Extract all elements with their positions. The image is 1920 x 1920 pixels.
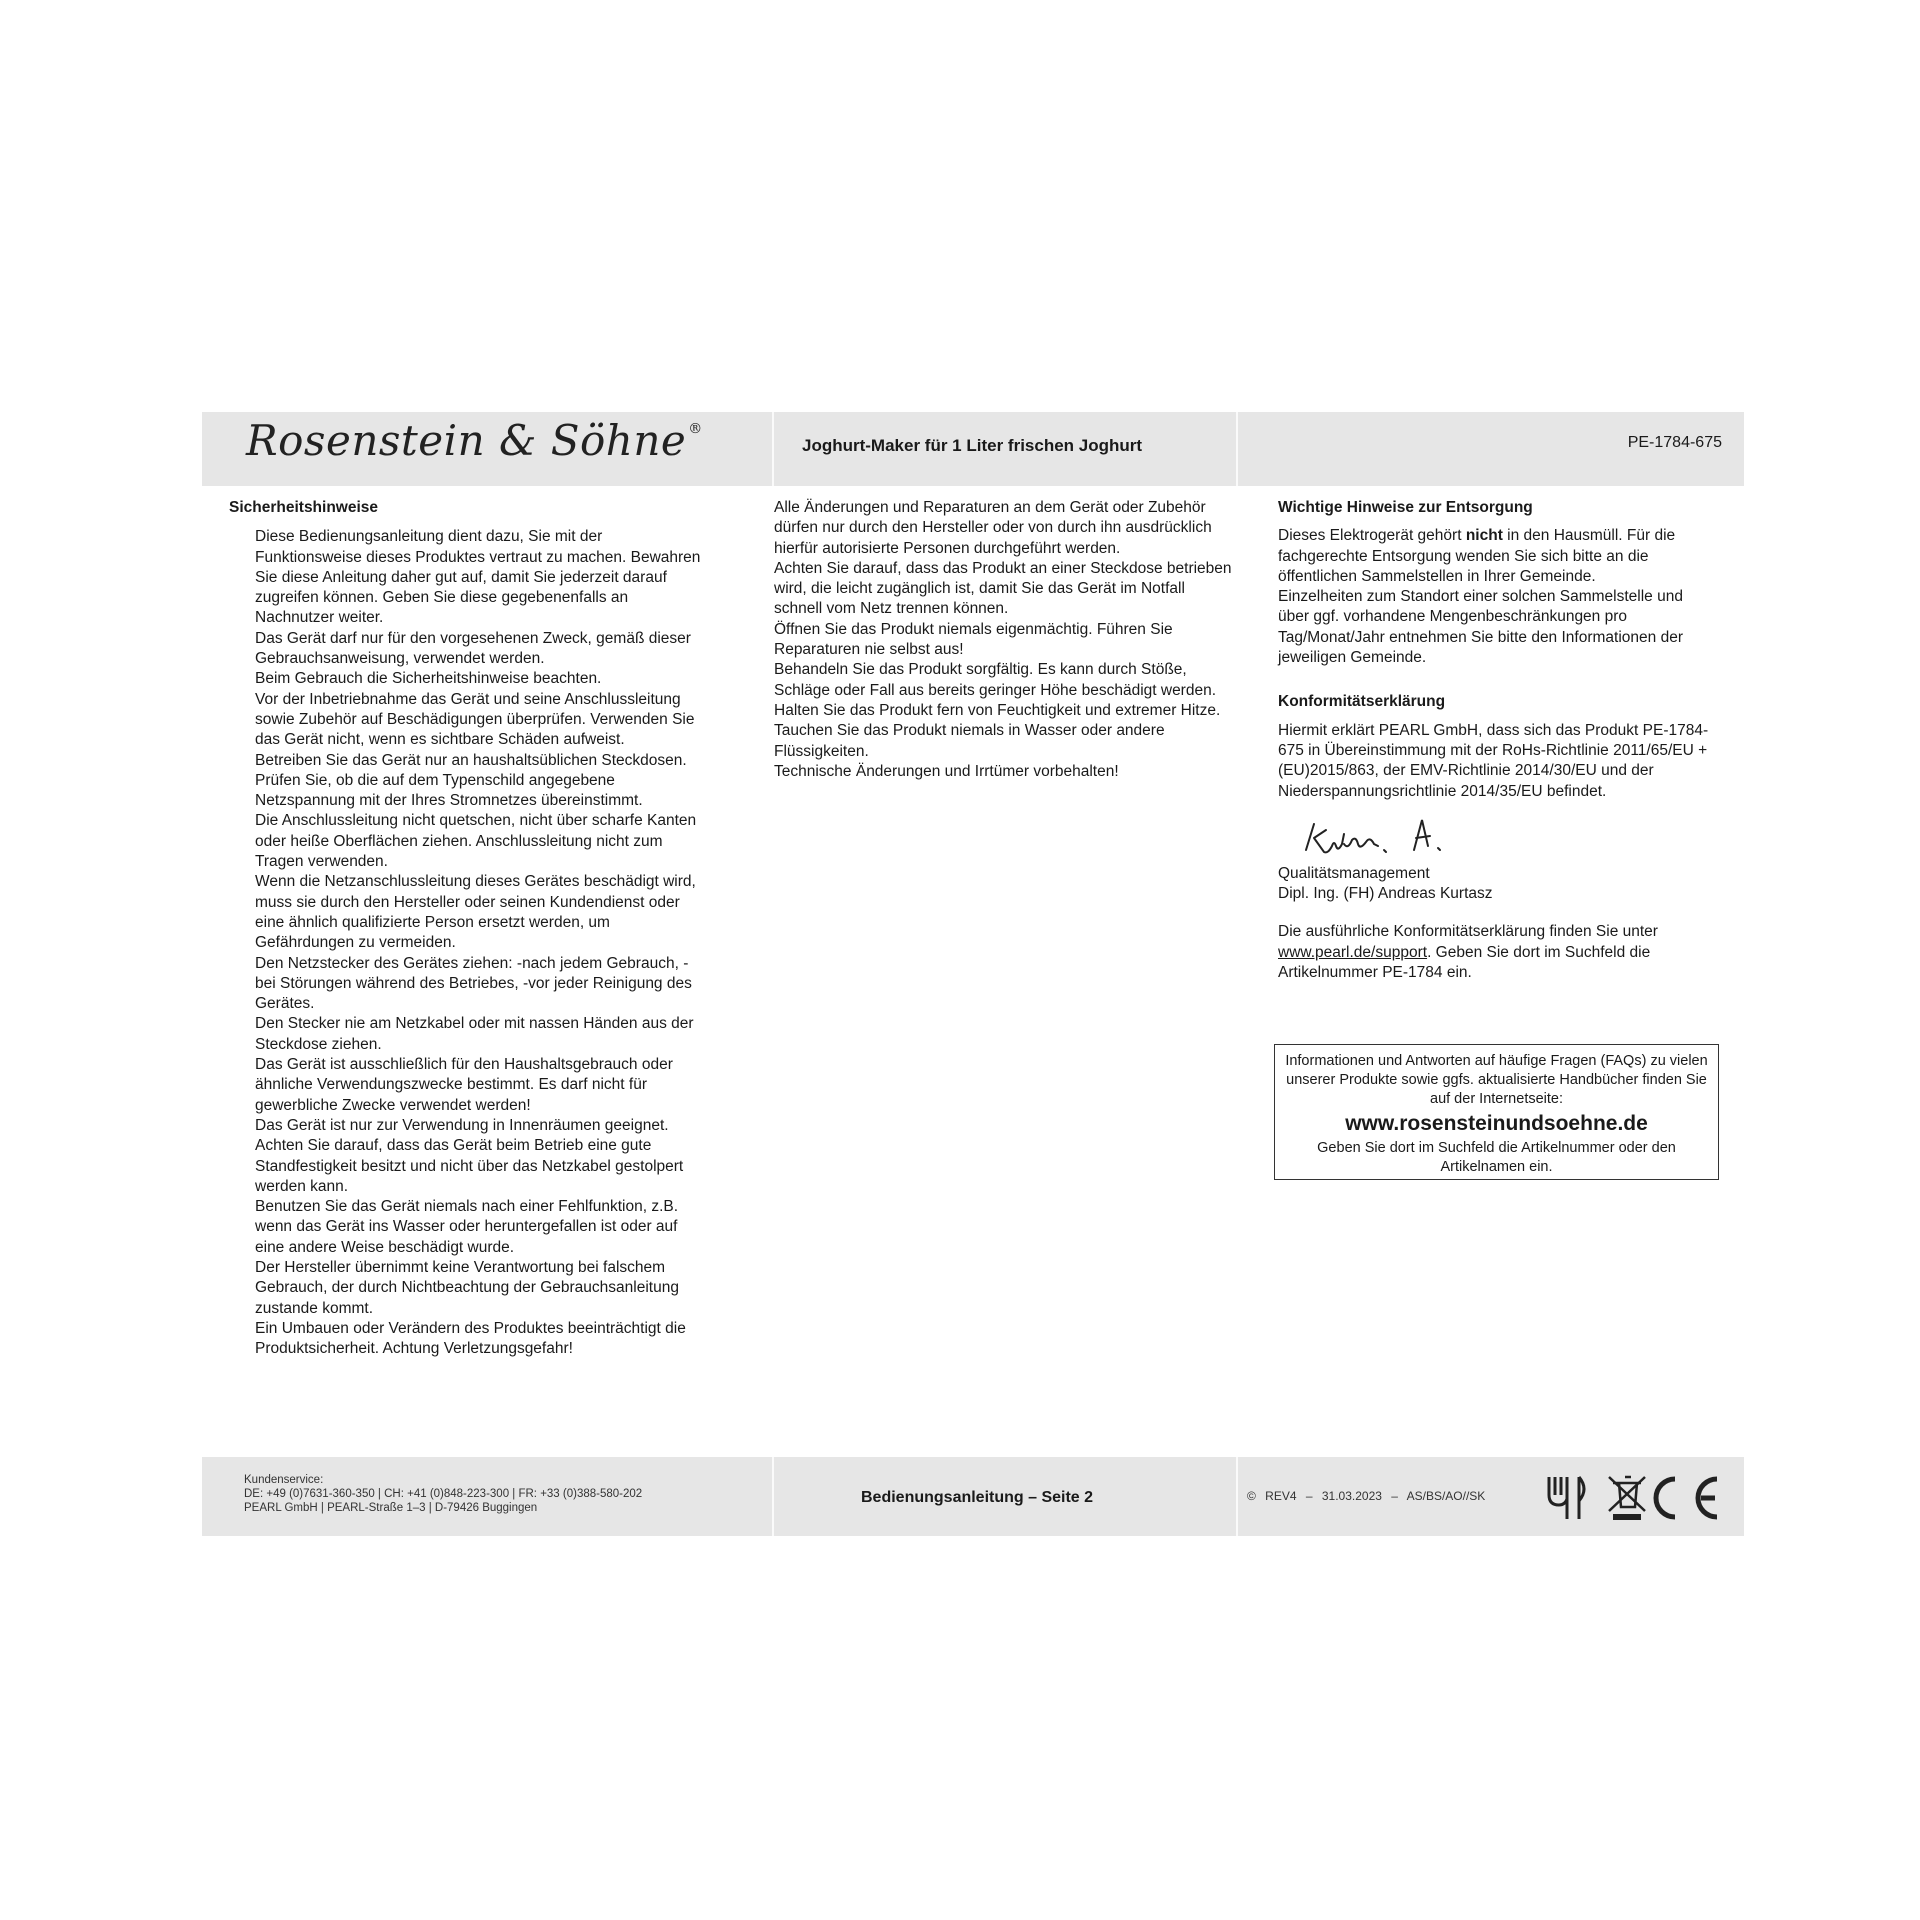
registered-mark: ® xyxy=(688,421,703,437)
manual-page xyxy=(202,412,1744,1536)
weee-bin-icon xyxy=(1609,1477,1645,1520)
paragraph: Achten Sie darauf, dass das Produkt an einer Steckdose betrieben wird, die leicht zugänglich ist, damit Sie das Gerät im Notfall schnell vom Netz trennen können. xyxy=(774,559,1232,618)
revision-info: © REV4 – 31.03.2023 – AS/BS/AO//SK xyxy=(1247,1489,1486,1503)
service-address: PEARL GmbH | PEARL-Straße 1–3 | D-79426 Buggingen xyxy=(244,1502,538,1514)
header-band xyxy=(202,412,1744,486)
paragraph: Alle Änderungen und Reparaturen an dem Gerät oder Zubehör dürfen nur durch den Hersteller oder von durch ihn ausdrücklich hierfür autorisierte Personen durchgeführt werden. xyxy=(774,499,1212,557)
paragraph: Behandeln Sie das Produkt sorgfältig. Es kann durch Stöße, Schläge oder Fall aus bereits geringer Höhe beschädigt werden. xyxy=(774,661,1217,699)
signatory-name: Dipl. Ing. (FH) Andreas Kurtasz xyxy=(1278,885,1493,903)
footer-divider xyxy=(772,1457,774,1536)
website-link[interactable]: www.rosensteinundsoehne.de xyxy=(1345,1112,1648,1135)
disposal-text: Dieses Elektrogerät gehört nicht in den Hausmüll. Für die fachgerechte Entsorgung wenden Sie sich bitte an die öffentlichen Sammelstellen in Ihrer Gemeinde. xyxy=(1278,527,1676,585)
list-item: Den Netzstecker des Gerätes ziehen: -nach jedem Gebrauch, -bei Störungen während des Betriebes, -vor jeder Reinigung des Gerätes. xyxy=(255,954,692,1013)
conformity-more-info: Die ausführliche Konformitätserklärung finden Sie unter www.pearl.de/support. Geben Sie dort im Suchfeld die Artikelnummer PE-1784 ein. xyxy=(1278,923,1658,982)
service-label: Kundenservice: xyxy=(244,1474,324,1486)
product-code: PE-1784-675 xyxy=(1627,434,1722,451)
paragraph: Öffnen Sie das Produkt niemals eigenmächtig. Führen Sie Reparaturen nie selbst aus! xyxy=(774,620,1173,659)
list-item: Diese Bedienungsanleitung dient dazu, Sie mit der Funktionsweise dieses Produktes vertraut zu machen. Bewahren Sie diese Anleitung daher gut auf, damit Sie jederzeit darauf zugreifen können. Geben Sie diese gegebenenfalls an Nachnutzer weiter. xyxy=(255,528,701,627)
page-label: Bedienungsanleitung – Seite 2 xyxy=(861,1489,1094,1506)
paragraph: Tauchen Sie das Produkt niemals in Wasser oder andere Flüssigkeiten. xyxy=(774,722,1165,760)
conformity-text: Hiermit erklärt PEARL GmbH, dass sich das Produkt PE-1784-675 in Übereinstimmung mit der RoHs-Richtlinie 2011/65/EU + (EU)2015/863, der EMV-Richtlinie 2014/30/EU und der Niederspannungsrichtlinie 2014/35/EU befindet. xyxy=(1278,721,1709,800)
certification-icons xyxy=(1545,1471,1725,1525)
list-item: Den Stecker nie am Netzkabel oder mit nassen Händen aus der Steckdose ziehen. xyxy=(255,1015,694,1053)
footer-band xyxy=(202,1457,1744,1536)
paragraph: Halten Sie das Produkt fern von Feuchtigkeit und extremer Hitze. xyxy=(774,701,1221,719)
list-item: Achten Sie darauf, dass das Gerät beim Betrieb eine gute Standfestigkeit besitzt und nicht über das Netzkabel gestolpert werden kann. xyxy=(255,1137,684,1195)
conformity-heading: Konformitätserklärung xyxy=(1278,693,1446,711)
disposal-conformity-section xyxy=(1278,498,1718,983)
info-text-search: Geben Sie dort im Suchfeld die Artikelnummer oder den Artikelnamen ein. xyxy=(1317,1140,1676,1175)
service-phones: DE: +49 (0)7631-360-350 | CH: +41 (0)848-223-300 | FR: +33 (0)388-580-202 xyxy=(244,1488,643,1500)
paragraph: Technische Änderungen und Irrtümer vorbehalten! xyxy=(774,762,1119,780)
list-item: Die Anschlussleitung nicht quetschen, nicht über scharfe Kanten oder heiße Oberflächen ziehen. Anschlussleitung nicht zum Tragen verwenden. xyxy=(255,812,697,871)
list-item: Das Gerät ist nur zur Verwendung in Innenräumen geeignet. xyxy=(255,1116,669,1134)
signatory-role: Qualitätsmanagement xyxy=(1278,864,1430,882)
faq-info-box xyxy=(1274,1044,1719,1180)
page-title: Joghurt-Maker für 1 Liter frischen Joghurt xyxy=(802,436,1143,455)
list-item: Beim Gebrauch die Sicherheitshinweise beachten. xyxy=(255,670,602,688)
food-safe-icon xyxy=(1549,1477,1584,1519)
list-item: Benutzen Sie das Gerät niemals nach einer Fehlfunktion, z.B. wenn das Gerät ins Wasser oder heruntergefallen ist oder auf eine andere Weise beschädigt wurde. xyxy=(255,1198,679,1256)
list-item: Vor der Inbetriebnahme das Gerät und seine Anschlussleitung sowie Zubehör auf Beschädigungen überprüfen. Verwenden Sie das Gerät nicht, wenn es sichtbare Schäden aufweist. xyxy=(255,690,695,749)
list-item: Das Gerät ist ausschließlich für den Haushaltsgebrauch oder ähnliche Verwendungszwecke bestimmt. Es darf nicht für gewerbliche Zwecke verwendet werden! xyxy=(255,1056,673,1114)
safety-list xyxy=(229,527,709,1359)
signature xyxy=(1298,810,1718,864)
list-item: Ein Umbauen oder Verändern des Produktes beeinträchtigt die Produktsicherheit. Achtung Verletzungsgefahr! xyxy=(255,1319,686,1358)
list-item: Wenn die Netzanschlussleitung dieses Gerätes beschädigt wird, muss sie durch den Hersteller oder seinen Kundendienst oder eine ähnlich qualifizierte Person ersetzt werden, um Gefährdungen zu vermeiden. xyxy=(255,873,696,952)
list-item: Betreiben Sie das Gerät nur an haushaltsüblichen Steckdosen. Prüfen Sie, ob die auf dem Typenschild angegebene Netzspannung mit der Ihres Stromnetzes übereinstimmt. xyxy=(255,751,687,810)
safety-heading: Sicherheitshinweise xyxy=(229,499,379,516)
disposal-heading: Wichtige Hinweise zur Entsorgung xyxy=(1278,499,1533,516)
brand-logo: Rosenstein & Söhne ® xyxy=(246,416,703,465)
signature-drawing xyxy=(1298,810,1498,864)
safety-continued xyxy=(774,498,1234,782)
disposal-text-details: Einzelheiten zum Standort einer solchen Sammelstelle und über ggf. vorhandene Mengenbeschränkungen pro Tag/Monat/Jahr entnehmen Sie bitte den Informationen der jeweiligen Gemeinde. xyxy=(1278,588,1683,667)
footer-divider xyxy=(1236,1457,1238,1536)
info-text: Informationen und Antworten auf häufige Fragen (FAQs) zu vielen unserer Produkte sowie ggfs. aktualisierte Handbücher finden Sie auf der Internetseite: xyxy=(1285,1053,1708,1107)
header-divider xyxy=(1236,412,1238,486)
customer-service xyxy=(244,1473,642,1515)
list-item: Das Gerät darf nur für den vorgesehenen Zweck, gemäß dieser Gebrauchsanweisung, verwendet werden. xyxy=(255,629,691,668)
pearl-support-link[interactable]: www.pearl.de/support xyxy=(1278,943,1428,961)
ce-mark-icon xyxy=(1656,1479,1717,1517)
safety-section xyxy=(229,498,709,1359)
list-item: Der Hersteller übernimmt keine Verantwortung bei falschem Gebrauch, der durch Nichtbeachtung der Gebrauchsanleitung zustande kommt. xyxy=(255,1258,679,1317)
header-divider xyxy=(772,412,774,486)
